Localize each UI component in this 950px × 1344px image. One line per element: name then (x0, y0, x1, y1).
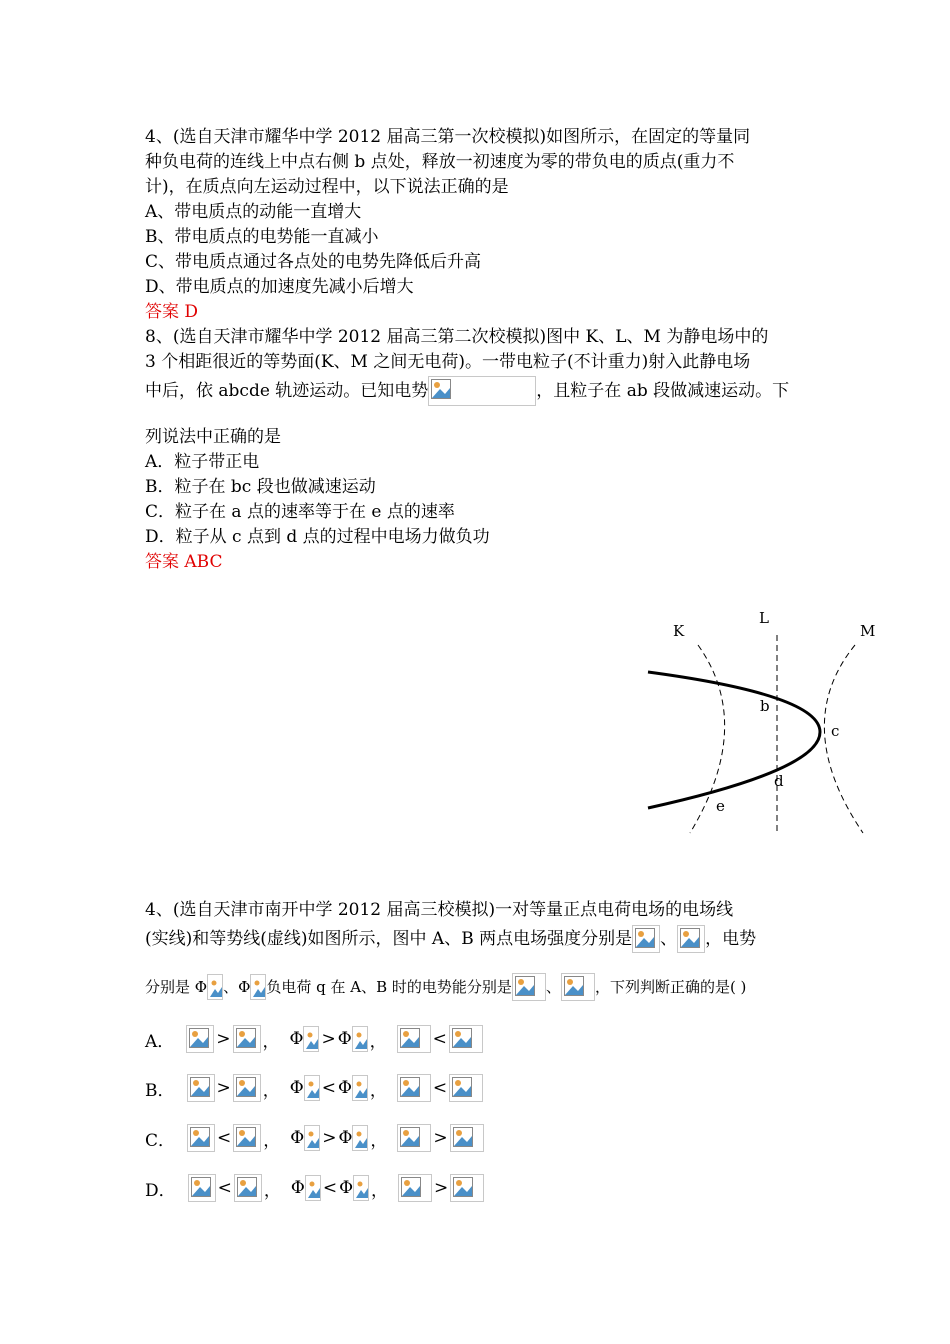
q1-option-a: A、带电质点的动能一直增大 (145, 202, 362, 222)
q3-option-d (145, 1174, 484, 1202)
option-label: D． (145, 1180, 176, 1201)
q3-line-2-pre: (实线)和等势线(虚线)如图所示，图中 A、B 两点电场强度分别是 (145, 929, 633, 949)
option-op-1: < (217, 1178, 232, 1198)
particle-trajectory (648, 672, 820, 808)
label-l: L (759, 609, 769, 627)
option-comma: ， (369, 1080, 387, 1101)
broken-image-icon (397, 1025, 431, 1053)
option-phi: Φ (339, 1178, 354, 1198)
q1-option-b: B、带电质点的电势能一直减小 (145, 227, 379, 247)
q3-line-3 (145, 973, 746, 1001)
q3-line-3-e: ，下列判断正确的是( ) (594, 978, 747, 996)
option-op-2: > (322, 1128, 337, 1148)
q2-line-3-pre: 中后，依 abcde 轨迹运动。已知电势 (145, 381, 429, 401)
option-op-3: < (432, 1029, 447, 1049)
equipotential-figure (640, 605, 880, 845)
q3-line-3-a: 分别是 Φ (145, 978, 208, 996)
broken-image-icon (187, 1124, 215, 1152)
option-op-2: < (322, 1178, 338, 1198)
broken-image-icon (188, 1174, 216, 1202)
broken-image-icon (304, 1075, 320, 1101)
option-op-1: > (216, 1078, 231, 1098)
q3-line-2 (145, 925, 756, 953)
option-phi: Φ (290, 1178, 305, 1198)
broken-image-icon (397, 1074, 431, 1102)
option-op-2: > (321, 1029, 336, 1049)
q2-line-1: 8、(选自天津市耀华中学 2012 届高三第二次校模拟)图中 K、L、M 为静电场中的 (145, 327, 769, 347)
broken-image-icon (305, 1175, 321, 1201)
broken-image-icon (250, 974, 266, 1000)
option-op-3: < (432, 1078, 448, 1098)
option-label: B． (145, 1080, 175, 1101)
label-k: K (673, 622, 685, 640)
q2-option-d: D．粒子从 c 点到 d 点的过程中电场力做负功 (145, 527, 490, 547)
option-comma: ， (369, 1031, 387, 1052)
option-label: A． (145, 1031, 175, 1052)
option-phi: Φ (289, 1029, 304, 1049)
option-comma: ， (262, 1080, 280, 1101)
option-comma: ， (370, 1130, 388, 1151)
broken-image-icon (303, 1026, 319, 1052)
broken-image-icon (233, 1025, 261, 1053)
label-b: b (760, 697, 770, 715)
option-label: C． (145, 1130, 176, 1151)
option-op-3: > (433, 1128, 448, 1148)
q3-option-c (145, 1124, 484, 1152)
broken-image-icon (352, 1075, 368, 1101)
option-comma: ， (371, 1180, 389, 1201)
q1-line-3: 计)，在质点向左运动过程中，以下说法正确的是 (145, 177, 509, 197)
q2-line-3-post: ，且粒子在 ab 段做减速运动。下 (536, 381, 790, 401)
option-phi: Φ (337, 1078, 352, 1098)
q3-line-3-b: 、Φ (223, 978, 251, 996)
option-op-2: < (321, 1078, 336, 1098)
q2-line-3 (145, 376, 789, 406)
label-d: d (774, 772, 784, 790)
broken-image-icon (233, 1124, 261, 1152)
q3-line-2-sep: 、 (660, 929, 678, 949)
broken-image-icon (449, 1025, 483, 1053)
option-phi: Φ (290, 1128, 305, 1148)
label-e: e (716, 797, 725, 815)
q2-option-b: B．粒子在 bc 段也做减速运动 (145, 477, 376, 497)
option-phi: Φ (289, 1078, 304, 1098)
q3-line-2-post: ，电势 (705, 929, 757, 949)
q3-option-b (145, 1074, 483, 1102)
broken-image-icon (352, 1125, 368, 1151)
broken-image-icon (632, 925, 660, 953)
broken-image-icon (397, 1124, 431, 1152)
option-comma: ， (263, 1180, 281, 1201)
q1-option-d: D、带电质点的加速度先减小后增大 (145, 277, 414, 297)
option-phi: Φ (337, 1029, 352, 1049)
broken-image-icon (677, 925, 705, 953)
option-op-1: < (217, 1128, 232, 1148)
q3-line-3-c: 负电荷 q 在 A、B 时的电势能分别是 (266, 978, 512, 996)
broken-image-icon (449, 1074, 483, 1102)
broken-image-icon (207, 974, 223, 1000)
option-phi: Φ (338, 1128, 353, 1148)
q1-line-1: 4、(选自天津市耀华中学 2012 届高三第一次校模拟)如图所示，在固定的等量同 (145, 127, 751, 147)
q2-option-a: A．粒子带正电 (145, 452, 260, 472)
broken-image-icon (234, 1174, 262, 1202)
q3-line-1: 4、(选自天津市南开中学 2012 届高三校模拟)一对等量正点电荷电场的电场线 (145, 900, 734, 920)
broken-image-icon (450, 1174, 484, 1202)
broken-image-icon (353, 1175, 369, 1201)
option-comma: ， (262, 1031, 280, 1052)
q2-answer: 答案 ABC (145, 552, 223, 572)
broken-image-icon (186, 1025, 214, 1053)
broken-image-icon (233, 1074, 261, 1102)
label-c: c (831, 722, 840, 740)
option-op-1: > (216, 1029, 231, 1049)
q3-line-3-d: 、 (545, 978, 561, 996)
q2-line-2: 3 个相距很近的等势面(K、M 之间无电荷)。一带电粒子(不计重力)射入此静电场 (145, 352, 751, 372)
q1-answer: 答案 D (145, 302, 199, 322)
q3-option-a (145, 1025, 483, 1053)
broken-image-icon (304, 1125, 320, 1151)
broken-image-icon (450, 1124, 484, 1152)
q1-line-2: 种负电荷的连线上中点右侧 b 点处，释放一初速度为零的带负电的质点(重力不 (145, 152, 735, 172)
broken-image-icon (187, 1074, 215, 1102)
broken-image-icon (561, 973, 595, 1001)
broken-image-icon (352, 1026, 368, 1052)
label-m: M (860, 622, 876, 640)
broken-image-icon (512, 973, 546, 1001)
q2-option-c: C．粒子在 a 点的速率等于在 e 点的速率 (145, 502, 455, 522)
q2-line-4: 列说法中正确的是 (145, 427, 281, 447)
broken-image-icon (428, 376, 536, 406)
option-comma: ， (263, 1130, 281, 1151)
broken-image-icon (398, 1174, 432, 1202)
option-op-3: > (434, 1178, 449, 1198)
q1-option-c: C、带电质点通过各点处的电势先降低后升高 (145, 252, 482, 272)
